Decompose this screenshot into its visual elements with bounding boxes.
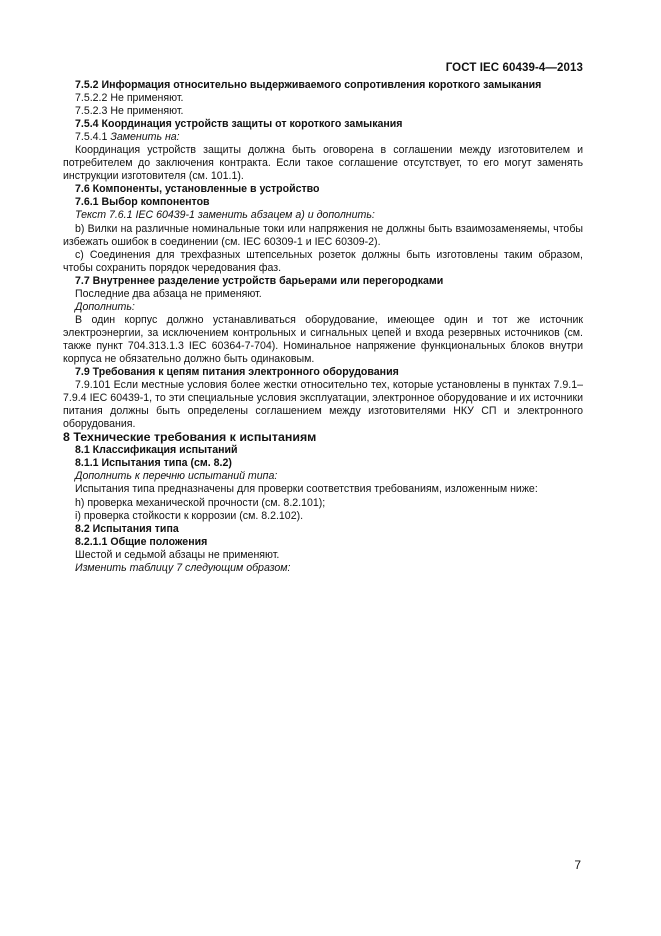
clause-heading: 7.9 Требования к цепям питания электронного оборудования <box>75 366 399 379</box>
clause-heading: 7.6 Компоненты, установленные в устройство <box>75 183 320 196</box>
amendment-instruction: Изменить таблицу 7 следующим образом: <box>75 561 291 574</box>
list-item: h) проверка механической прочности (см. 8.2.101); <box>75 496 326 509</box>
clause-heading: 7.6.1 Выбор компонентов <box>75 196 210 209</box>
clause-text: Координация устройств защиты должна быть оговорена в соглашении между изготовителем и потребителем до заключения контракта. Если такое соглашение отсутствует, то его могут заменять инструкции изготовителя (см. 101.1). <box>63 144 583 183</box>
clause-text: b) Вилки на различные номинальные токи или напряжения не должны быть взаимозаменяемы, чтобы избежать ошибок в соединении (см. IEC 60309-1 и IEC 60309-2). <box>63 222 583 248</box>
amendment-instruction: Текст 7.6.1 IEC 60439-1 заменить абзацем а) и дополнить: <box>75 209 375 222</box>
document-code-header: ГОСТ IEC 60439-4—2013 <box>445 62 583 74</box>
clause-text: 7.9.101 Если местные условия более жестки относительно тех, которые установлены в пунктах 7.9.1–7.9.4 IEC 60439-1, то эти специальные условия эксплуатации, электронное оборудование и их источники питания должны быть определены соглашением между изготовителями НКУ СП и электронного оборудования. <box>63 379 583 431</box>
amendment-instruction: Заменить на: <box>110 131 180 144</box>
clause-text: В один корпус должно устанавливаться оборудование, имеющее один и тот же источник электроэнергии, за исключением контрольных и сигнальных цепей и входа резервных источников (см. также пункт 704.313.1.3 IEC 60364-7-704). Номинальное напряжение функциональных блоков внутри корпуса не обязательно должно быть одинаковым. <box>63 313 583 365</box>
clause-text: 7.5.2.2 Не применяют. <box>75 92 184 105</box>
amendment-instruction: Дополнить: <box>75 300 135 313</box>
clause-heading: 8.1 Классификация испытаний <box>75 444 238 457</box>
clause-text: Шестой и седьмой абзацы не применяют. <box>75 548 280 561</box>
section-heading: 8 Технические требования к испытаниям <box>63 430 317 445</box>
clause-text <box>63 131 583 144</box>
document-body <box>63 79 583 575</box>
page-number: 7 <box>574 858 581 872</box>
clause-heading: 7.5.2 Информация относительно выдерживаемого сопротивления короткого замыкания <box>75 79 542 91</box>
clause-heading: 8.1.1 Испытания типа (см. 8.2) <box>75 457 232 470</box>
clause-text: c) Соединения для трехфазных штепсельных розеток должны быть изготовлены таким образом, чтобы сохранить порядок чередования фаз. <box>63 248 583 274</box>
clause-heading: 8.2.1.1 Общие положения <box>75 535 208 548</box>
amendment-instruction: Дополнить к перечню испытаний типа: <box>75 470 278 483</box>
clause-text: Испытания типа предназначены для проверки соответствия требованиям, изложенным ниже: <box>75 483 538 496</box>
list-item: i) проверка стойкости к коррозии (см. 8.2.102). <box>75 509 304 522</box>
clause-text: 7.5.2.3 Не применяют. <box>75 105 184 118</box>
clause-heading: 7.5.4 Координация устройств защиты от короткого замыкания <box>75 118 403 131</box>
clause-heading: 8.2 Испытания типа <box>75 522 179 535</box>
clause-heading: 7.7 Внутреннее разделение устройств барьерами или перегородками <box>75 274 444 287</box>
clause-number: 7.5.4.1 <box>75 131 111 144</box>
clause-text: Последние два абзаца не применяют. <box>75 287 262 300</box>
